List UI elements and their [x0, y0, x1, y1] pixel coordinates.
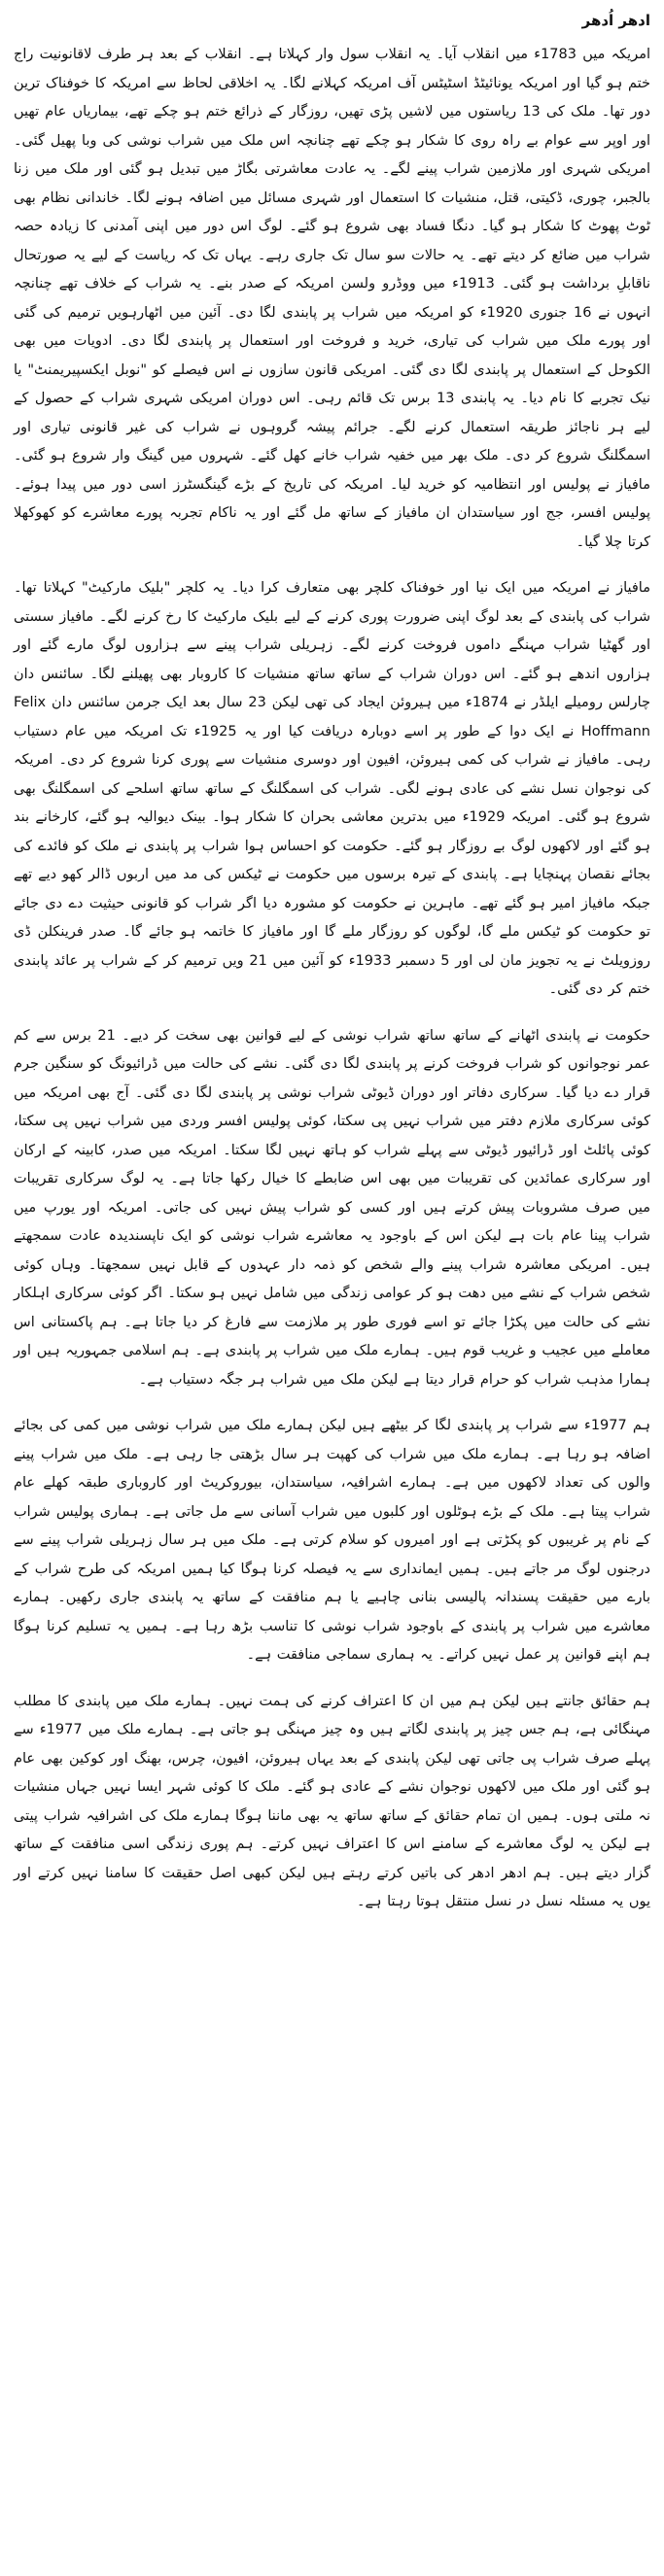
- article-paragraph-4: ہم 1977ء سے شراب پر پابندی لگا کر بیٹھے ہیں لیکن ہمارے ملک میں شراب نوشی میں کمی کی بجائے اضافہ ہو رہا ہے۔ ہمارے ملک میں شراب کی کھپت ہر سال بڑھتی جا رہی ہے۔ ملک میں شراب پینے والوں کی تعداد لاکھوں میں ہے۔ ہمارے اشرافیہ، سیاستدان، بیوروکریٹ اور کاروباری طبقہ کھلے عام شراب پیتا ہے۔ ملک کے بڑے ہوٹلوں اور کلبوں میں شراب آسانی سے مل جاتی ہے۔ ہماری پولیس شراب کے نام پر غریبوں کو پکڑتی ہے اور امیروں کو سلام کرتی ہے۔ ملک میں ہر سال زہریلی شراب پینے سے درجنوں لوگ مر جاتے ہیں۔ ہمیں ایمانداری سے یہ فیصلہ کرنا ہوگا کیا ہمیں امریکہ کی طرح شراب کے بارے میں حقیقت پسندانہ پالیسی بنانی چاہیے یا ہم منافقت کے ساتھ یہ پابندی جاری رکھیں۔ ہمارے معاشرے میں شراب پر پابندی کے باوجود شراب نوشی کا تناسب بڑھ رہا ہے۔ ہمیں یہ تسلیم کرنا ہوگا ہم اپنے قوانین پر عمل نہیں کراتے۔ یہ ہماری سماجی منافقت ہے۔: [14, 1418, 651, 1663]
- article-paragraph-1: امریکہ میں 1783ء میں انقلاب آیا۔ یہ انقلاب سول وار کہلاتا ہے۔ انقلاب کے بعد ہر طرف لاقانونیت راج ختم ہو گیا اور امریکہ یونائیٹڈ اسٹیٹس آف امریکہ کہلانے لگا۔ یہ اخلاقی لحاظ سے امریکہ کا خوفناک ترین دور تھا۔ ملک کی 13 ریاستوں میں لاشیں پڑی تھیں، روزگار کے ذرائع ختم ہو چکے تھے، بیماریاں عام تھیں اور اوپر سے عوام بے راہ روی کا شکار ہو چکے تھے چنانچہ اس ملک میں شراب نوشی کی وبا پھیل گئی۔ امریکی شہری اور ملازمین شراب پینے لگے۔ یہ عادت معاشرتی بگاڑ میں تبدیل ہو گئی اور ملک میں زنا بالجبر، چوری، ڈکیتی، قتل، منشیات کا استعمال اور شہری مسائل میں اضافہ ہونے لگا۔ خاندانی نظام بھی ٹوٹ پھوٹ کا شکار ہو گیا۔ دنگا فساد بھی شروع ہو گئے۔ لوگ اس دور میں اپنی آمدنی کا زیادہ حصہ شراب میں ضائع کر دیتے تھے۔ یہ حالات سو سال تک جاری رہے۔ یہاں تک کہ ریاست کے لیے یہ صورتحال ناقابلِ برداشت ہو گئی۔ 1913ء میں ووڈرو ولسن امریکہ کے صدر بنے۔ یہ شراب کے خلاف تھے چنانچہ انہوں نے 16 جنوری 1920ء کو امریکہ میں شراب پر پابندی لگا دی۔ آئین میں اٹھارہویں ترمیم کی گئی اور پورے ملک میں شراب کی تیاری، خرید و فروخت اور استعمال پر پابندی لگا دی۔ ادویات میں بھی الکوحل کے استعمال پر پابندی لگا دی گئی۔ امریکی قانون سازوں نے اس فیصلے کو "نوبل ایکسپیریمنٹ" یا نیک تجربے کا نام دیا۔ یہ پابندی 13 برس تک قائم رہی۔ اس دوران امریکی شہری شراب کے حصول کے لیے ہر ناجائز طریقہ استعمال کرنے لگے۔ جرائم پیشہ گروہوں نے شراب کی غیر قانونی تیاری اور اسمگلنگ شروع کر دی۔ ملک بھر میں خفیہ شراب خانے کھل گئے۔ شہروں میں گینگ وار شروع ہو گئی۔ مافیاز نے پولیس اور انتظامیہ کو خرید لیا۔ امریکہ کی تاریخ کے بڑے گینگسٹرز اسی دور میں پیدا ہوئے۔ پولیس افسر، جج اور سیاستدان ان مافیاز کے ساتھ مل گئے اور یہ ناکام تجربہ پورے معاشرے کو کھوکھلا کرتا چلا گیا۔: [14, 47, 650, 550]
- article-paragraph-2: مافیاز نے امریکہ میں ایک نیا اور خوفناک کلچر بھی متعارف کرا دیا۔ یہ کلچر "بلیک مارکیٹ" کہلاتا تھا۔ شراب کی پابندی کے بعد لوگ اپنی ضرورت پوری کرنے کے لیے بلیک مارکیٹ کا رخ کرنے لگے۔ مافیاز سستی اور گھٹیا شراب مہنگے داموں فروخت کرنے لگے۔ زہریلی شراب پینے سے ہزاروں لوگ مارے گئے اور ہزاروں اندھے ہو گئے۔ اس دوران شراب کے ساتھ ساتھ منشیات کا کاروبار بھی پھیلنے لگا۔ سائنس دان چارلس رومیلے ایلڈر نے 1874ء میں ہیروئن ایجاد کی تھی لیکن 23 سال بعد ایک جرمن سائنس دان Felix Hoffmann نے ایک دوا کے طور پر اسے دوبارہ دریافت کیا اور یہ 1925ء تک امریکہ میں عام دستیاب رہی۔ مافیاز نے شراب کی کمی ہیروئن، افیون اور دوسری منشیات سے پوری کرنا شروع کر دی۔ امریکہ کی نوجوان نسل نشے کی عادی ہونے لگی۔ شراب کی اسمگلنگ کے ساتھ ساتھ اسلحے کی اسمگلنگ بھی شروع ہو گئی۔ امریکہ 1929ء میں بدترین معاشی بحران کا شکار ہوا۔ بینک دیوالیہ ہو گئے، کارخانے بند ہو گئے اور لاکھوں لوگ بے روزگار ہو گئے۔ حکومت کو احساس ہوا شراب پر پابندی نے ملک کو فائدے کی بجائے نقصان پہنچایا ہے۔ پابندی کے تیرہ برسوں میں حکومت نے ٹیکس کی مد میں اربوں ڈالر کھو دیے تھے جبکہ مافیاز امیر ہو گئے تھے۔ ماہرین نے حکومت کو مشورہ دیا اگر شراب کو قانونی حیثیت دے دی جائے تو حکومت کو ٹیکس ملے گا، لوگوں کو روزگار ملے گا اور مافیاز کا خاتمہ ہو جائے گا۔ صدر فرینکلن ڈی روزویلٹ نے یہ تجویز مان لی اور 5 دسمبر 1933ء کو آئین میں 21 ویں ترمیم کر کے شراب پر عائد پابندی ختم کر دی گئی۔: [14, 580, 650, 997]
- article-paragraph-3: حکومت نے پابندی اٹھانے کے ساتھ ساتھ شراب نوشی کے لیے قوانین بھی سخت کر دیے۔ 21 برس سے کم عمر نوجوانوں کو شراب فروخت کرنے پر پابندی لگا دی گئی۔ نشے کی حالت میں ڈرائیونگ کو سنگین جرم قرار دے دیا گیا۔ سرکاری دفاتر اور دوران ڈیوٹی شراب نوشی پر پابندی لگا دی گئی۔ آج بھی امریکہ میں کوئی سرکاری ملازم دفتر میں شراب نہیں پی سکتا، کوئی پولیس افسر وردی میں شراب نہیں پی سکتا، کوئی پائلٹ اور ڈرائیور ڈیوٹی سے پہلے شراب کو ہاتھ نہیں لگا سکتا۔ امریکہ میں صدر، کابینہ کے ارکان اور سرکاری عمائدین کی تقریبات میں بھی اس ضابطے کا خیال رکھا جاتا ہے۔ یہ لوگ سرکاری تقریبات میں صرف مشروبات پیش کرتے ہیں اور کسی کو شراب پیش نہیں کی جاتی۔ امریکہ اور یورپ میں شراب پینا عام بات ہے لیکن اس کے باوجود یہ معاشرے شراب نوشی کو ایک ناپسندیدہ عادت سمجھتے ہیں۔ امریکی معاشرہ شراب پینے والے شخص کو ذمہ دار عہدوں کے قابل نہیں سمجھتا۔ وہاں کوئی شخص شراب کے نشے میں دھت ہو کر عوامی زندگی میں شامل نہیں ہو سکتا۔ اگر کوئی سرکاری اہلکار نشے کی حالت میں پکڑا جائے تو اسے فوری طور پر ملازمت سے فارغ کر دیا جاتا ہے۔ ہم پاکستانی اس معاملے میں عجیب و غریب قوم ہیں۔ ہمارے ملک میں شراب پر پابندی ہے۔ ہم اسلامی جمہوریہ ہیں اور ہمارا مذہب شراب کو حرام قرار دیتا ہے لیکن ملک میں شراب ہر جگہ دستیاب ہے۔: [14, 1027, 650, 1388]
- article-paragraph-5: ہم حقائق جانتے ہیں لیکن ہم میں ان کا اعتراف کرنے کی ہمت نہیں۔ ہمارے ملک میں پابندی کا مطلب مہنگائی ہے، ہم جس چیز پر پابندی لگاتے ہیں وہ چیز مہنگی ہو جاتی ہے۔ ہمارے ملک میں 1977ء سے پہلے صرف شراب پی جاتی تھی لیکن پابندی کے بعد یہاں ہیروئن، افیون، چرس، بھنگ اور کوکین بھی عام ہو گئی اور ملک میں لاکھوں نوجوان نشے کے عادی ہو گئے۔ ملک کا کوئی شہر ایسا نہیں جہاں منشیات نہ ملتی ہوں۔ ہمیں ان تمام حقائق کے ساتھ ساتھ یہ بھی ماننا ہوگا ہمارے ملک کی اشرافیہ شراب پیتی ہے لیکن یہ لوگ معاشرے کے سامنے اس کا اعتراف نہیں کرتے۔ ہم پوری زندگی اسی منافقت کے ساتھ گزار دیتے ہیں۔ ہم ادھر ادھر کی باتیں کرتے رہتے ہیں لیکن کبھی اصل حقیقت کا سامنا نہیں کرتے اور یوں یہ مسئلہ نسل در نسل منتقل ہوتا رہتا ہے۔: [14, 1693, 650, 1909]
- article-title: ادھر اُدھر: [581, 12, 650, 29]
